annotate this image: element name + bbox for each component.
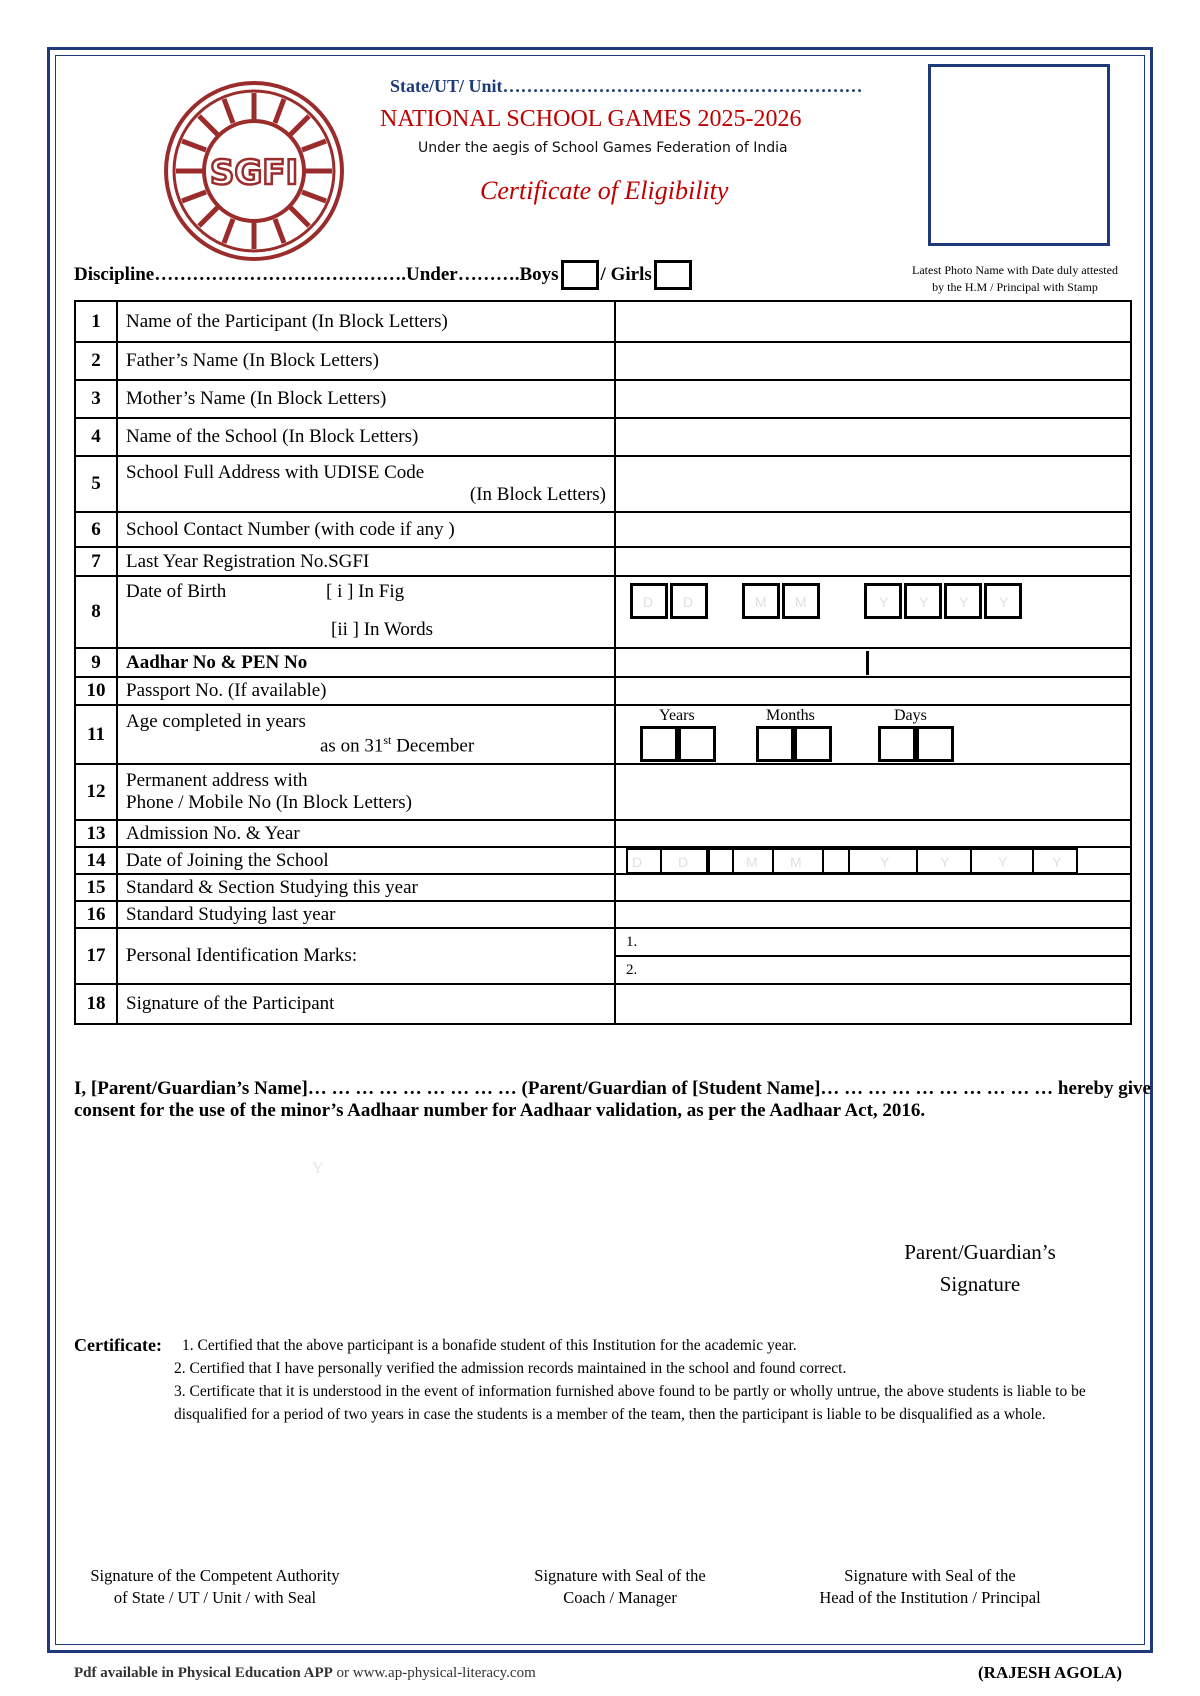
joining-sep-box (708, 848, 734, 874)
standard-section-field[interactable] (615, 874, 1131, 901)
row-number: 13 (75, 820, 117, 847)
dob-year-box[interactable] (904, 583, 942, 619)
age-months-box[interactable] (756, 726, 794, 762)
passport-field[interactable] (615, 677, 1131, 705)
table-row (75, 547, 1131, 576)
row-number: 2 (75, 342, 117, 380)
row-number: 18 (75, 984, 117, 1024)
aadhar-pen-divider (866, 651, 869, 675)
joining-placeholder: Y (940, 854, 950, 870)
row-label (117, 576, 615, 648)
discipline-label: Discipline…………………………………. (74, 264, 406, 285)
row-label: Last Year Registration No.SGFI (117, 547, 615, 576)
table-row (75, 418, 1131, 456)
age-years-box[interactable] (678, 726, 716, 762)
girls-checkbox[interactable] (654, 260, 692, 290)
joining-placeholder: D (678, 854, 689, 870)
photo-caption (880, 262, 1150, 296)
girls-label: / Girls (600, 264, 652, 285)
admission-field[interactable] (615, 820, 1131, 847)
dob-placeholder: D (643, 594, 654, 610)
permanent-address-field[interactable] (615, 764, 1131, 820)
registration-field[interactable] (615, 547, 1131, 576)
row-number: 7 (75, 547, 117, 576)
certificate-label: Certificate: (74, 1335, 162, 1355)
joining-year-box[interactable] (848, 848, 918, 874)
mark-line-1[interactable]: 1. (616, 929, 1130, 957)
months-label: Months (766, 707, 815, 724)
table-row (75, 512, 1131, 547)
table-row (75, 380, 1131, 418)
joining-year-box[interactable] (970, 848, 1034, 874)
row-number: 16 (75, 901, 117, 928)
row-label: Standard & Section Studying this year (117, 874, 615, 901)
table-row (75, 677, 1131, 705)
table-row (75, 901, 1131, 928)
parent-signature-block (860, 1236, 1100, 1300)
mark-line-2[interactable]: 2. (626, 962, 638, 978)
table-row (75, 301, 1131, 342)
row-number: 11 (75, 705, 117, 764)
table-row (75, 705, 1131, 764)
discipline-line (74, 260, 694, 290)
father-name-field[interactable] (615, 342, 1131, 380)
age-december: December (391, 735, 475, 757)
row-label-line2 (126, 733, 606, 757)
school-name-field[interactable] (615, 418, 1131, 456)
dob-year-box[interactable] (944, 583, 982, 619)
table-row (75, 928, 1131, 984)
age-years-box[interactable] (640, 726, 678, 762)
table-row (75, 342, 1131, 380)
joining-month-box[interactable] (732, 848, 774, 874)
joining-day-box[interactable] (660, 848, 708, 874)
row-label: Name of the School (In Block Letters) (117, 418, 615, 456)
identification-marks-field[interactable] (615, 928, 1131, 984)
dob-placeholder: Y (919, 594, 929, 610)
dob-placeholder: Y (999, 594, 1009, 610)
joining-placeholder: M (746, 854, 758, 870)
years-label: Years (659, 707, 695, 724)
age-days-box[interactable] (916, 726, 954, 762)
row-label: Standard Studying last year (117, 901, 615, 928)
row-label: Personal Identification Marks: (117, 928, 615, 984)
age-sup: st (383, 733, 392, 748)
dob-label: Date of Birth (126, 581, 227, 602)
aadhar-pen-field[interactable] (615, 648, 1131, 677)
logo-text: SGFI (209, 153, 299, 193)
dob-year-box[interactable] (864, 583, 902, 619)
standard-last-year-field[interactable] (615, 901, 1131, 928)
certificate-item-2: 2. Certified that I have personally verified the admission records maintained in the school and found correct. (174, 1360, 847, 1377)
row-label-line2: Phone / Mobile No (In Block Letters) (126, 792, 413, 813)
row-number: 6 (75, 512, 117, 547)
boys-label: Boys (519, 264, 559, 285)
row-number: 12 (75, 764, 117, 820)
authority-signature-line1: Signature of the Competent Authority (90, 1566, 340, 1585)
joining-placeholder: Y (880, 854, 890, 870)
boys-checkbox[interactable] (561, 260, 599, 290)
dob-field[interactable] (615, 576, 1131, 648)
table-row (75, 648, 1131, 677)
joining-year-box[interactable] (1032, 848, 1078, 874)
dob-day-box[interactable] (670, 583, 708, 619)
row-label-line1: Permanent address with (126, 770, 308, 791)
under-label: Under………. (405, 264, 520, 285)
certificate-item-3: 3. Certificate that it is understood in the event of information furnished above found to be partly or wholly untrue, the above students is liable to be disqualified for a period of two years in case the students is a member of the team, then the participant is liable to be disqualified as a whole. (174, 1383, 1086, 1423)
participant-name-field[interactable] (615, 301, 1131, 342)
joining-month-box[interactable] (772, 848, 824, 874)
dob-placeholder: Y (879, 594, 889, 610)
photo-caption-line2: by the H.M / Principal with Stamp (932, 280, 1098, 294)
dob-placeholder: M (755, 594, 767, 610)
table-row (75, 847, 1131, 874)
table-row (75, 820, 1131, 847)
footer-website-link[interactable]: or www.ap-physical-literacy.com (332, 1665, 536, 1681)
dob-words-label: [ii ] In Words (331, 619, 434, 640)
row-label (117, 764, 615, 820)
dob-placeholder: Y (959, 594, 969, 610)
certificate-section (74, 1334, 1154, 1426)
coach-signature-line2: Coach / Manager (563, 1588, 677, 1607)
row-number: 10 (75, 677, 117, 705)
table-row (75, 456, 1131, 512)
joining-placeholder: Y (1052, 854, 1062, 870)
age-months-box[interactable] (794, 726, 832, 762)
row-label-line2: (In Block Letters) (469, 484, 606, 505)
row-label: Signature of the Participant (117, 984, 615, 1024)
row-number: 4 (75, 418, 117, 456)
dob-day-box[interactable] (630, 583, 668, 619)
table-row (75, 874, 1131, 901)
footer-app-text: Pdf available in Physical Education APP (74, 1665, 333, 1681)
authority-signature-line2: of State / UT / Unit / with Seal (113, 1588, 317, 1607)
row-number: 8 (75, 576, 117, 648)
row-number: 9 (75, 648, 117, 677)
head-signature (790, 1565, 1070, 1609)
row-number: 17 (75, 928, 117, 984)
row-number: 14 (75, 847, 117, 874)
participant-signature-field[interactable] (615, 984, 1131, 1024)
certificate-title: Certificate of Eligibility (480, 176, 729, 205)
table-row (75, 576, 1131, 648)
joining-sep-box (822, 848, 850, 874)
age-days-box[interactable] (878, 726, 916, 762)
coach-signature (510, 1565, 730, 1609)
dob-placeholder: D (683, 594, 694, 610)
row-label: Mother’s Name (In Block Letters) (117, 380, 615, 418)
row-label (117, 705, 615, 764)
dob-month-box[interactable] (742, 583, 780, 619)
eligibility-form-table (74, 300, 1132, 1025)
row-label (117, 456, 615, 512)
coach-signature-line1: Signature with Seal of the (534, 1566, 706, 1585)
dob-fig-label: [ i ] In Fig (326, 581, 405, 602)
row-label-line1: Age completed in years (126, 711, 306, 733)
row-label: Father’s Name (In Block Letters) (117, 342, 615, 380)
row-label: Date of Joining the School (117, 847, 615, 874)
days-label: Days (894, 707, 927, 724)
head-signature-line1: Signature with Seal of the (844, 1566, 1016, 1585)
dob-year-box[interactable] (984, 583, 1022, 619)
joining-day-box[interactable] (626, 848, 662, 874)
state-ut-line: State/UT/ Unit…………………………………………………… (390, 76, 863, 96)
joining-placeholder: M (790, 854, 802, 870)
parent-signature-line1: Parent/Guardian’s (904, 1240, 1056, 1264)
photo-box[interactable] (928, 64, 1110, 246)
authority-signature (70, 1565, 360, 1609)
age-as-on: as on 31 (320, 735, 384, 757)
certificate-item-1: 1. Certified that the above participant is a bonafide student of this Institution for the academic year. (182, 1337, 797, 1354)
table-row (75, 984, 1131, 1024)
joining-placeholder: Y (998, 854, 1008, 870)
joining-placeholder: D (632, 854, 643, 870)
row-number: 5 (75, 456, 117, 512)
school-address-field[interactable] (615, 456, 1131, 512)
consent-text: I, [Parent/Guardian’s Name]… … … … … … … … … (Parent/Guardian of [Student Name]… … … … … … … … … … hereby give consent for the use of the minor’s Aadhaar number for Aadhaar validation, as per the Aadhaar Act, 2016. (74, 1078, 1151, 1121)
row-label: Name of the Participant (In Block Letters) (117, 301, 615, 342)
row-label: Passport No. (If available) (117, 677, 615, 705)
row-number: 1 (75, 301, 117, 342)
head-signature-line2: Head of the Institution / Principal (819, 1588, 1041, 1607)
row-label: School Contact Number (with code if any ) (117, 512, 615, 547)
page-title: NATIONAL SCHOOL GAMES 2025-2026 (380, 106, 802, 132)
footer-source (74, 1665, 536, 1682)
ghost-mark: Y (312, 1160, 324, 1177)
joining-year-box[interactable] (916, 848, 972, 874)
row-label: Aadhar No & PEN No (117, 648, 615, 677)
row-label-line1: School Full Address with UDISE Code (126, 462, 425, 483)
row-number: 15 (75, 874, 117, 901)
school-contact-field[interactable] (615, 512, 1131, 547)
mother-name-field[interactable] (615, 380, 1131, 418)
photo-caption-line1: Latest Photo Name with Date duly attested (912, 263, 1118, 277)
age-field[interactable] (615, 705, 1131, 764)
table-row (75, 764, 1131, 820)
footer-author: (RAJESH AGOLA) (978, 1663, 1123, 1682)
row-label: Admission No. & Year (117, 820, 615, 847)
dob-placeholder: M (795, 594, 807, 610)
row-number: 3 (75, 380, 117, 418)
dob-month-box[interactable] (782, 583, 820, 619)
sgfi-logo (163, 80, 345, 262)
parent-signature-line2: Signature (939, 1272, 1021, 1296)
aegis-line: Under the aegis of School Games Federation of India (418, 140, 788, 156)
joining-date-field[interactable] (615, 847, 1131, 874)
